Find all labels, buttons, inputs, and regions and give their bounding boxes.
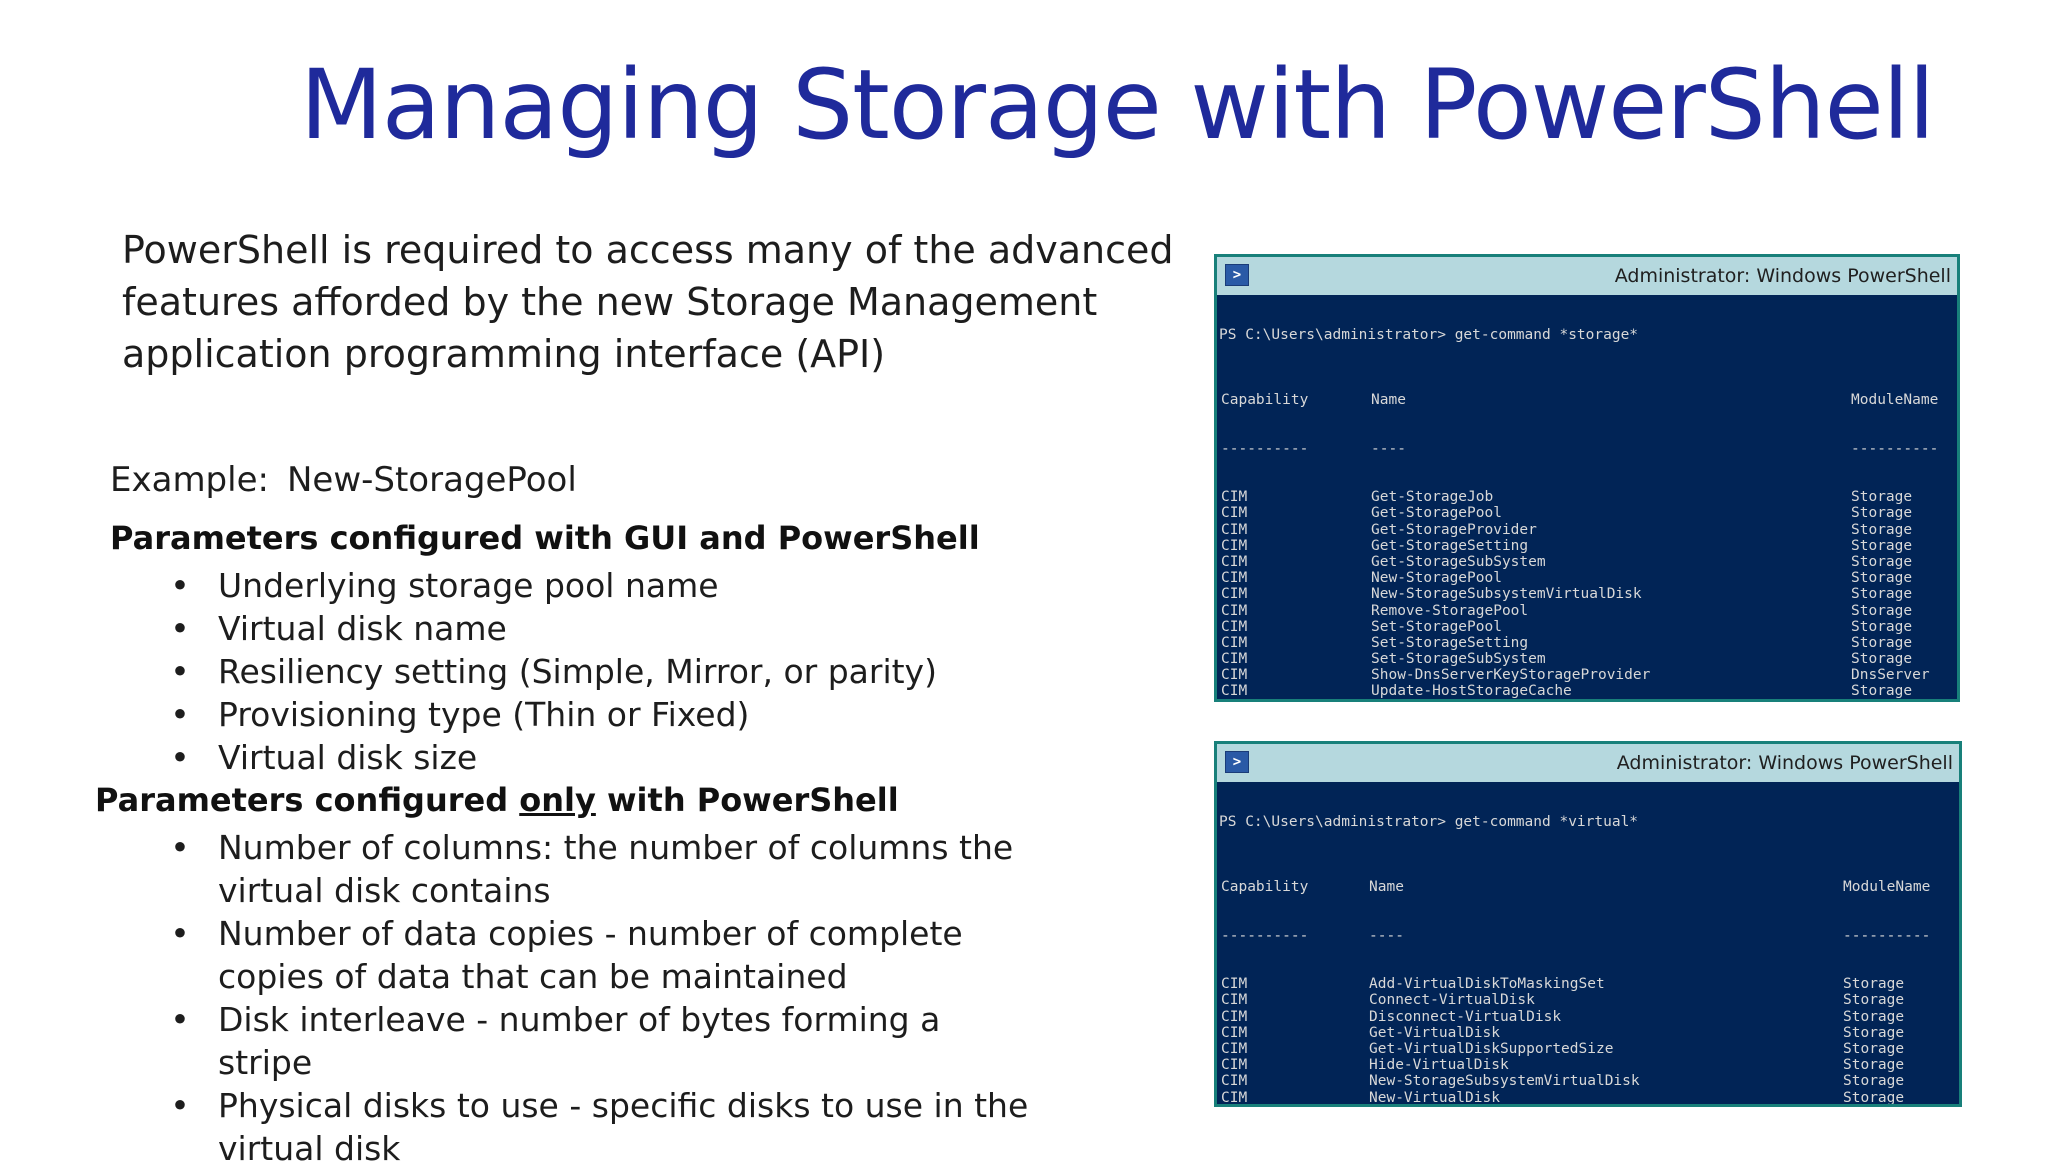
list-item-line: Physical disks to use - specific disks to use in the: [218, 1086, 1029, 1125]
cell-modulename: Storage: [1843, 1057, 1905, 1074]
ps-only-params-list: [170, 826, 1030, 1170]
console-row: [1219, 522, 1957, 538]
cell-capability: CIM: [1221, 976, 1248, 993]
cell-name: Set-StorageSubSystem: [1371, 651, 1546, 668]
cell-capability: CIM: [1221, 1073, 1248, 1090]
window-titlebar: [1217, 744, 1959, 782]
cell-capability: CIM: [1221, 1040, 1248, 1057]
cell-name: Set-StoragePool: [1371, 618, 1502, 635]
underline-capability: ----------: [1221, 927, 1309, 944]
cell-modulename: Storage: [1851, 521, 1913, 538]
cell-capability: CIM: [1221, 634, 1248, 651]
bullet-icon: •: [170, 1000, 190, 1039]
cell-capability: CIM: [1221, 1024, 1248, 1041]
list-item: [170, 650, 1070, 693]
cell-name: Get-VirtualDisk: [1369, 1024, 1500, 1041]
underline-name: ----: [1371, 440, 1406, 457]
list-item: [170, 564, 1070, 607]
cell-modulename: Storage: [1851, 553, 1913, 570]
cell-name: Update-HostStorageCache: [1371, 683, 1572, 700]
console-row: [1219, 538, 1957, 554]
list-item-line: Number of data copies - number of complete: [218, 914, 963, 953]
cell-capability: CIM: [1221, 586, 1248, 603]
ps-only-params-heading: [95, 777, 899, 823]
cell-name: New-StorageSubsystemVirtualDisk: [1371, 586, 1642, 603]
heading-part-only: only: [519, 781, 596, 819]
bullet-icon: •: [170, 828, 190, 867]
console-row: [1219, 554, 1957, 570]
console-output: [1217, 782, 1959, 1107]
list-item-line: Number of columns: the number of columns the: [218, 828, 1014, 867]
bullet-icon: •: [170, 609, 190, 648]
console-row: [1219, 976, 1959, 992]
list-item-text: Provisioning type (Thin or Fixed): [218, 695, 750, 734]
cell-modulename: Storage: [1843, 1008, 1905, 1025]
slide-title: Managing Storage with PowerShell: [300, 49, 1934, 161]
cell-modulename: Storage: [1851, 489, 1913, 506]
cell-name: Set-StorageSetting: [1371, 634, 1529, 651]
cell-modulename: Storage: [1843, 1024, 1905, 1041]
cell-modulename: Storage: [1851, 586, 1913, 603]
list-item-line: Disk interleave - number of bytes forming a stripe: [218, 1000, 941, 1082]
intro-paragraph: PowerShell is required to access many of the advanced features afforded by the new Storage Management application programming interface (API): [122, 228, 1174, 376]
underline-capability: ----------: [1221, 440, 1309, 457]
console-row: [1219, 1025, 1959, 1041]
bullet-icon: •: [170, 566, 190, 605]
underline-modulename: ----------: [1851, 440, 1939, 457]
console-row: [1219, 651, 1957, 667]
underline-modulename: ----------: [1843, 927, 1931, 944]
list-item-text: Virtual disk size: [218, 738, 478, 777]
header-capability: Capability: [1221, 879, 1309, 895]
cell-name: Disconnect-VirtualDisk: [1369, 1008, 1562, 1025]
cell-modulename: Storage: [1851, 683, 1913, 700]
cell-modulename: DnsServer: [1851, 667, 1930, 684]
cell-name: New-StorageSubsystemVirtualDisk: [1369, 1073, 1640, 1090]
underline-name: ----: [1369, 927, 1404, 944]
console-row: [1219, 667, 1957, 683]
console-row: [1219, 505, 1957, 521]
console-row: [1219, 700, 1957, 702]
cell-capability: CIM: [1221, 992, 1248, 1009]
header-modulename: ModuleName: [1851, 392, 1939, 408]
console-row: [1219, 635, 1957, 651]
window-title: Administrator: Windows PowerShell: [1614, 265, 1951, 287]
header-modulename: ModuleName: [1843, 879, 1931, 895]
cell-name: Remove-StoragePool: [1371, 602, 1529, 619]
cell-name: Get-VirtualDiskSupportedSize: [1369, 1040, 1614, 1057]
console-output: [1217, 295, 1957, 702]
console-row: [1219, 489, 1957, 505]
cell-modulename: Storage: [1851, 537, 1913, 554]
cell-name: Add-VirtualDiskToMaskingSet: [1369, 976, 1605, 993]
window-title: Administrator: Windows PowerShell: [1616, 752, 1953, 774]
powershell-window-virtual: [1214, 741, 1962, 1107]
list-item-line: virtual disk contains: [218, 871, 551, 910]
cell-modulename: [1843, 1106, 1904, 1107]
cell-capability: CIM: [1221, 537, 1248, 554]
cell-name: Get-StorageJob: [1371, 489, 1494, 506]
cell-capability: CIM: [1221, 489, 1248, 506]
cell-capability: [1221, 1106, 1247, 1107]
bullet-icon: •: [170, 695, 190, 734]
list-item: [170, 912, 1030, 998]
header-name: Name: [1371, 392, 1406, 408]
heading-part-before: Parameters configured: [95, 781, 520, 819]
cell-capability: CIM: [1221, 553, 1248, 570]
cell-modulename: Storage: [1851, 570, 1913, 587]
cell-modulename: Storage: [1851, 618, 1913, 635]
example-value: New-StoragePool: [286, 460, 577, 500]
header-capability: Capability: [1221, 392, 1309, 408]
example-label: Example:: [110, 460, 269, 500]
bullet-icon: •: [170, 738, 190, 777]
window-titlebar: [1217, 257, 1957, 295]
cell-modulename: Storage: [1851, 634, 1913, 651]
cell-name: Show-DnsServerKeyStorageProvider: [1371, 667, 1651, 684]
cell-modulename: [1851, 700, 1912, 702]
console-row: [1219, 570, 1957, 586]
list-item: [170, 1084, 1030, 1170]
cell-capability: CIM: [1221, 683, 1248, 700]
cell-capability: CIM: [1221, 1089, 1248, 1106]
cell-name: New-StoragePool: [1371, 570, 1502, 587]
cell-capability: CIM: [1221, 1008, 1248, 1025]
console-row: [1219, 1090, 1959, 1106]
cell-capability: [1221, 700, 1247, 702]
cell-capability: CIM: [1221, 505, 1248, 522]
cell-name: Get-StorageSetting: [1371, 537, 1529, 554]
cell-modulename: Storage: [1843, 1073, 1905, 1090]
bullet-icon: •: [170, 1086, 190, 1125]
cell-capability: CIM: [1221, 602, 1248, 619]
powershell-window-storage: [1214, 254, 1960, 702]
list-item-text: Underlying storage pool name: [218, 566, 719, 605]
heading-part-after: with PowerShell: [595, 781, 899, 819]
console-row: [1219, 683, 1957, 699]
console-header-row: [1219, 879, 1959, 895]
console-row: [1219, 603, 1957, 619]
console-row: [1219, 1073, 1959, 1089]
cell-modulename: Storage: [1851, 651, 1913, 668]
cell-modulename: Storage: [1851, 602, 1913, 619]
console-header-row: [1219, 392, 1957, 408]
console-prompt: PS C:\Users\administrator> get-command *virtual*: [1219, 814, 1639, 831]
console-row: [1219, 1057, 1959, 1073]
list-item: [170, 736, 1070, 779]
cell-modulename: Storage: [1843, 1089, 1905, 1106]
cell-modulename: Storage: [1843, 1040, 1905, 1057]
cell-name: [1371, 700, 1607, 702]
header-name: Name: [1369, 879, 1404, 895]
console-row: [1219, 992, 1959, 1008]
cell-capability: CIM: [1221, 570, 1248, 587]
cell-name: New-VirtualDisk: [1369, 1089, 1500, 1106]
list-item-line: copies of data that can be maintained: [218, 957, 848, 996]
console-rows: [1219, 976, 1959, 1107]
console-row: [1219, 619, 1957, 635]
list-item-text: Resiliency setting (Simple, Mirror, or parity): [218, 652, 937, 691]
list-item-text: Virtual disk name: [218, 609, 507, 648]
cell-name: Hide-VirtualDisk: [1369, 1057, 1509, 1074]
cell-name: [1369, 1106, 1544, 1107]
cell-capability: CIM: [1221, 667, 1248, 684]
powershell-icon: >: [1225, 264, 1249, 286]
cell-capability: CIM: [1221, 618, 1248, 635]
console-prompt: PS C:\Users\administrator> get-command *storage*: [1219, 327, 1639, 344]
console-row: [1219, 1041, 1959, 1057]
console-row: [1219, 1009, 1959, 1025]
gui-params-list: [170, 564, 1070, 779]
bullet-icon: •: [170, 914, 190, 953]
cell-capability: CIM: [1221, 651, 1248, 668]
list-item-line: virtual disk: [218, 1129, 401, 1168]
bullet-icon: •: [170, 652, 190, 691]
console-rows: [1219, 489, 1957, 702]
list-item: [170, 998, 1030, 1084]
list-item: [170, 693, 1070, 736]
gui-params-heading: Parameters configured with GUI and PowerShell: [110, 519, 980, 557]
cell-modulename: Storage: [1843, 976, 1905, 993]
cell-capability: CIM: [1221, 1057, 1248, 1074]
list-item: [170, 607, 1070, 650]
cell-name: Get-StorageProvider: [1371, 521, 1537, 538]
list-item: [170, 826, 1030, 912]
console-row: [1219, 586, 1957, 602]
cell-name: Get-StoragePool: [1371, 505, 1502, 522]
cell-capability: CIM: [1221, 521, 1248, 538]
console-underline-row: [1219, 928, 1959, 944]
console-underline-row: [1219, 441, 1957, 457]
cell-modulename: Storage: [1851, 505, 1913, 522]
cell-name: Connect-VirtualDisk: [1369, 992, 1535, 1009]
example-line: [110, 455, 577, 505]
console-row: [1219, 1106, 1959, 1107]
cell-name: Get-StorageSubSystem: [1371, 553, 1546, 570]
powershell-icon: >: [1225, 751, 1249, 773]
cell-modulename: Storage: [1843, 992, 1905, 1009]
